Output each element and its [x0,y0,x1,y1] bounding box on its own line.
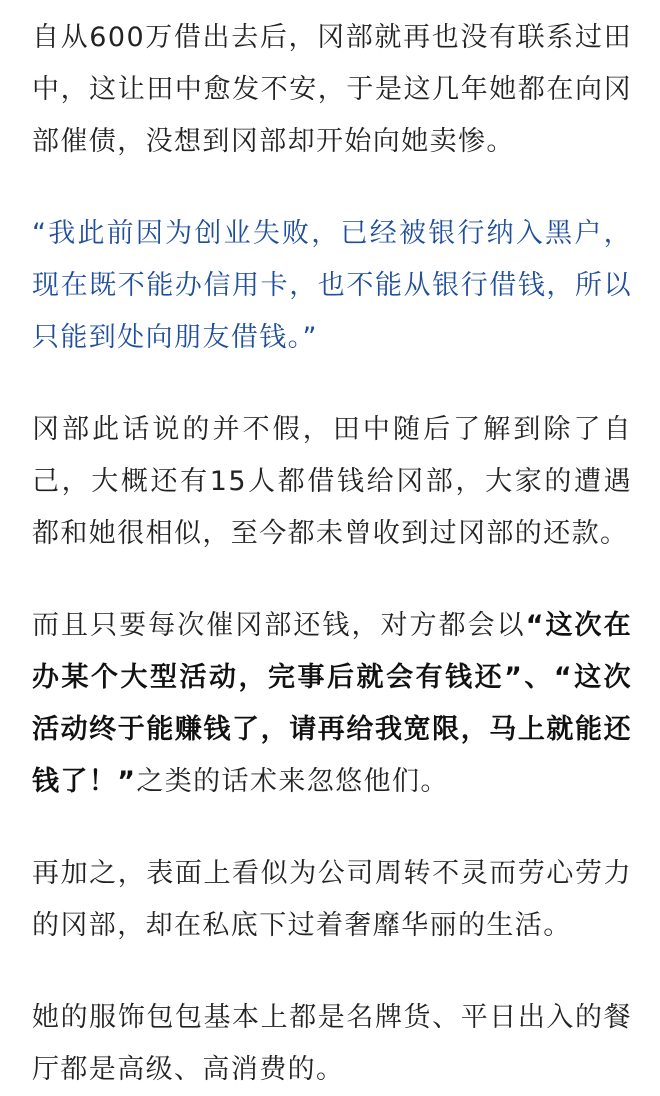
paragraph-lavish-life: 再加之，表面上看似为公司周转不灵而劳心劳力的冈部，却在私底下过着奢靡华丽的生活。 [32,858,632,941]
excuses-lead-text: 而且只要每次催冈部还钱，对方都会以 [32,610,526,641]
paragraph-luxury-items: 她的服饰包包基本上都是名牌货、平日出入的餐厅都是高级、高消费的。 [32,1002,632,1085]
paragraph-excuses [32,600,632,808]
paragraph-quote-okabe: “我此前因为创业失败，已经被银行纳入黑户，现在既不能办信用卡，也不能从银行借钱，所以只能到处向朋友借钱。” [32,218,632,353]
paragraph-debt-collection: 自从600万借出去后，冈部就再也没有联系过田中，这让田中愈发不安，于是这几年她都在向冈部催债，没想到冈部却开始向她卖惨。 [32,22,632,157]
article-body [32,12,632,1096]
excuses-bold-quotes: “这次在办某个大型活动，完事后就会有钱还”、“这次活动终于能赚钱了，请再给我宽限，马上就能还钱了！” [32,610,632,797]
excuses-trail-text: 之类的话术来忽悠他们。 [136,766,449,797]
paragraph-other-victims: 冈部此话说的并不假，田中随后了解到除了自己，大概还有15人都借钱给冈部，大家的遭遇都和她很相似，至今都未曾收到过冈部的还款。 [32,414,632,549]
